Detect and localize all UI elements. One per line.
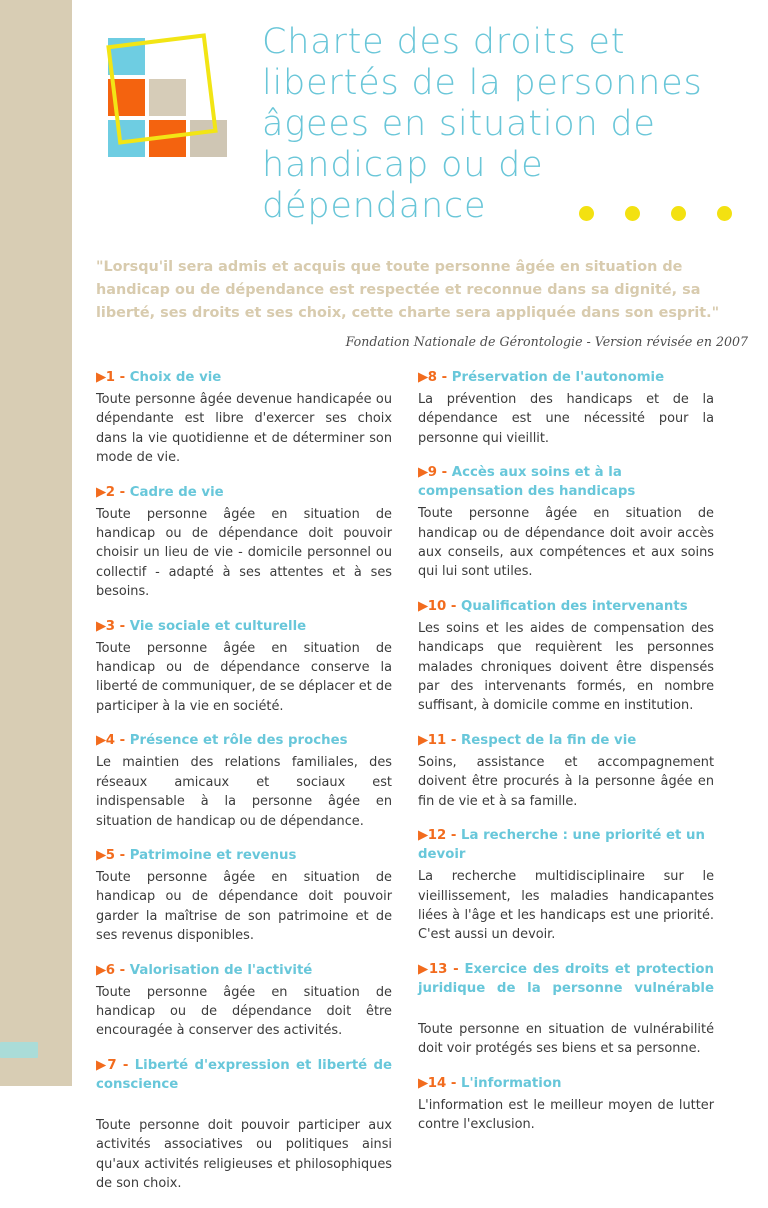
article-title: Respect de la fin de vie (461, 732, 637, 748)
article-heading (96, 731, 392, 750)
article-number: 14 (427, 1075, 447, 1091)
article-separator: - (446, 598, 462, 614)
document-header (72, 0, 768, 240)
article-heading (96, 961, 392, 980)
article-separator: - (115, 370, 130, 385)
article-body: Les soins et les aides de compensation des handicaps que requièrent les personnes malades chroniques doivent être dispensés par des intervenants formés, en nombre suffisant, à domicile comme en institution. (418, 620, 714, 714)
article-bullet-triangle-icon: ▶ (418, 465, 428, 481)
article-title: Exercice des droits et protection juridique de la personne vulnérable (418, 961, 714, 996)
article-number: 5 (105, 847, 115, 863)
article-item (96, 617, 392, 717)
article-title: Cadre de vie (129, 484, 224, 500)
article-number: 4 (105, 733, 115, 749)
page-title-line: handicap ou de (262, 145, 544, 185)
article-number: 2 (105, 484, 115, 500)
article-body: Toute personne âgée en situation de handicap ou de dépendance doit être encouragée à conserver des activités. (96, 984, 392, 1039)
article-separator: - (437, 465, 452, 481)
article-item (96, 731, 392, 831)
article-bullet-triangle-icon: ▶ (96, 847, 106, 863)
article-body: Toute personne âgée en situation de handicap ou de dépendance doit avoir accès aux conseils, aux compétences et aux soins qui lui sont utiles. (418, 506, 714, 580)
article-number: 3 (105, 618, 115, 634)
page-title (262, 22, 768, 227)
article-bullet-triangle-icon: ▶ (96, 484, 106, 500)
article-separator: - (115, 733, 130, 749)
article-item (418, 597, 714, 716)
article-body: La prévention des handicaps et de la dépendance est une nécessité pour la personne qui vieillit. (418, 392, 714, 446)
article-bullet-triangle-icon: ▶ (96, 1057, 108, 1073)
article-item (96, 1056, 392, 1194)
article-title: Liberté d'expression et liberté de conscience (96, 1057, 393, 1092)
article-heading (96, 1056, 392, 1113)
article-number: 6 (105, 962, 115, 978)
article-title: Accès aux soins et à la compensation des handicaps (418, 465, 636, 500)
page-title-line: Charte des droits et (262, 22, 626, 62)
article-separator: - (447, 961, 465, 977)
decorative-dots (579, 206, 739, 224)
article-separator: - (116, 1057, 135, 1073)
article-bullet-triangle-icon: ▶ (96, 733, 106, 749)
article-heading (418, 826, 714, 864)
article-item (418, 463, 714, 582)
article-number: 8 (427, 370, 437, 385)
article-body: Toute personne âgée devenue handicapée ou dépendante est libre d'exercer ses choix dans la vie quotidienne et de déterminer son mode de vie. (96, 392, 392, 466)
article-heading (418, 597, 714, 616)
article-title: Patrimoine et revenus (129, 847, 297, 863)
article-separator: - (437, 370, 452, 385)
article-bullet-triangle-icon: ▶ (418, 370, 428, 385)
yellow-dot-icon (717, 206, 732, 221)
article-title: Présence et rôle des proches (129, 733, 348, 749)
article-heading (418, 731, 714, 750)
article-heading (418, 463, 714, 501)
article-body: Toute personne âgée en situation de handicap ou de dépendance doit pouvoir garder la maîtrise de son patrimoine et de ses revenus disponibles. (96, 869, 392, 944)
article-body: Toute personne doit pouvoir participer aux activités associatives ou politiques ainsi qu'aux activités religieuses et philosophiques de son choix. (96, 1117, 392, 1191)
article-heading (96, 617, 392, 636)
article-number: 1 (105, 370, 115, 385)
article-title: L'information (461, 1075, 562, 1091)
article-item (96, 368, 392, 468)
article-title: La recherche : une priorité et un devoir (418, 828, 705, 863)
article-title: Valorisation de l'activité (129, 962, 313, 978)
article-heading (96, 483, 392, 502)
article-heading (418, 368, 714, 387)
sidebar-accent-marker (0, 1042, 38, 1058)
page-title-line: libertés de la personnes (262, 63, 703, 103)
intro-quote-text: "Lorsqu'il sera admis et acquis que toute personne âgée en situation de handicap ou de dépendance est respectée et reconnue dans sa dignité, sa liberté, ses droits et ses choix, cette charte sera appliquée dans son esprit." (96, 259, 720, 321)
article-body: La recherche multidisciplinaire sur le vieillissement, les maladies handicapantes liées à l'âge et les handicaps est une priorité. C'est aussi un devoir. (418, 869, 714, 943)
article-number: 9 (427, 465, 437, 481)
article-heading (96, 368, 392, 387)
article-bullet-triangle-icon: ▶ (418, 961, 429, 977)
articles-column-left (96, 368, 392, 1208)
article-separator: - (446, 828, 462, 844)
document-page (72, 0, 768, 1191)
article-item (418, 368, 714, 448)
yellow-dot-icon (671, 206, 686, 221)
article-separator: - (115, 962, 130, 978)
article-number: 13 (428, 961, 448, 977)
article-title: Qualification des intervenants (461, 598, 688, 614)
articles-columns (96, 368, 748, 1191)
article-body: L'information est le meilleur moyen de lutter contre l'exclusion. (418, 1097, 714, 1132)
intro-quote-block (96, 256, 748, 349)
article-heading (418, 1074, 714, 1093)
article-item (418, 960, 714, 1059)
article-heading (96, 846, 392, 865)
article-item (418, 826, 714, 945)
articles-column-right (418, 368, 714, 1149)
intro-attribution-text: Fondation Nationale de Gérontologie - Version révisée en 2007 (345, 334, 748, 349)
article-body: Toute personne âgée en situation de handicap ou de dépendance doit pouvoir choisir un lieu de vie - domicile personnel ou collectif - adapté à ses attentes et à ses besoins. (96, 506, 392, 600)
article-title: Vie sociale et culturelle (129, 618, 307, 634)
article-separator: - (446, 1075, 462, 1091)
yellow-dot-icon (625, 206, 640, 221)
article-item (418, 1074, 714, 1135)
article-number: 11 (427, 732, 447, 748)
article-separator: - (115, 847, 130, 863)
article-bullet-triangle-icon: ▶ (96, 962, 106, 978)
article-bullet-triangle-icon: ▶ (418, 1075, 428, 1091)
article-bullet-triangle-icon: ▶ (418, 598, 428, 614)
article-item (96, 961, 392, 1041)
article-bullet-triangle-icon: ▶ (96, 618, 106, 634)
page-title-line: dépendance (262, 186, 487, 226)
article-body: Le maintien des relations familiales, des réseaux amicaux et sociaux est indispensable à la personne âgée en situation de handicap ou de dépendance. (96, 755, 392, 829)
article-number: 10 (427, 598, 447, 614)
page-title-line: âgees en situation de (262, 104, 656, 144)
article-bullet-triangle-icon: ▶ (96, 370, 106, 385)
article-number: 12 (427, 828, 447, 844)
left-sidebar-band (0, 0, 72, 1086)
article-body: Toute personne en situation de vulnérabilité doit voir protégés ses biens et sa personne. (418, 1021, 714, 1057)
article-body: Toute personne âgée en situation de handicap ou de dépendance conserve la liberté de communiquer, de se déplacer et de participer à la vie en société. (96, 640, 392, 714)
article-separator: - (115, 484, 130, 500)
article-bullet-triangle-icon: ▶ (418, 828, 428, 844)
article-separator: - (446, 732, 462, 748)
article-item (418, 731, 714, 811)
article-title: Choix de vie (129, 370, 222, 385)
logo-yellow-frame-icon (106, 33, 217, 144)
article-heading (418, 960, 714, 1017)
article-item (96, 846, 392, 946)
organization-logo (108, 38, 230, 160)
article-item (96, 483, 392, 602)
article-separator: - (115, 618, 130, 634)
article-body: Soins, assistance et accompagnement doivent être procurés à la personne âgée en fin de vie et à sa famille. (418, 754, 714, 809)
article-number: 7 (107, 1057, 117, 1073)
article-bullet-triangle-icon: ▶ (418, 732, 428, 748)
yellow-dot-icon (579, 206, 594, 221)
article-title: Préservation de l'autonomie (451, 370, 665, 385)
